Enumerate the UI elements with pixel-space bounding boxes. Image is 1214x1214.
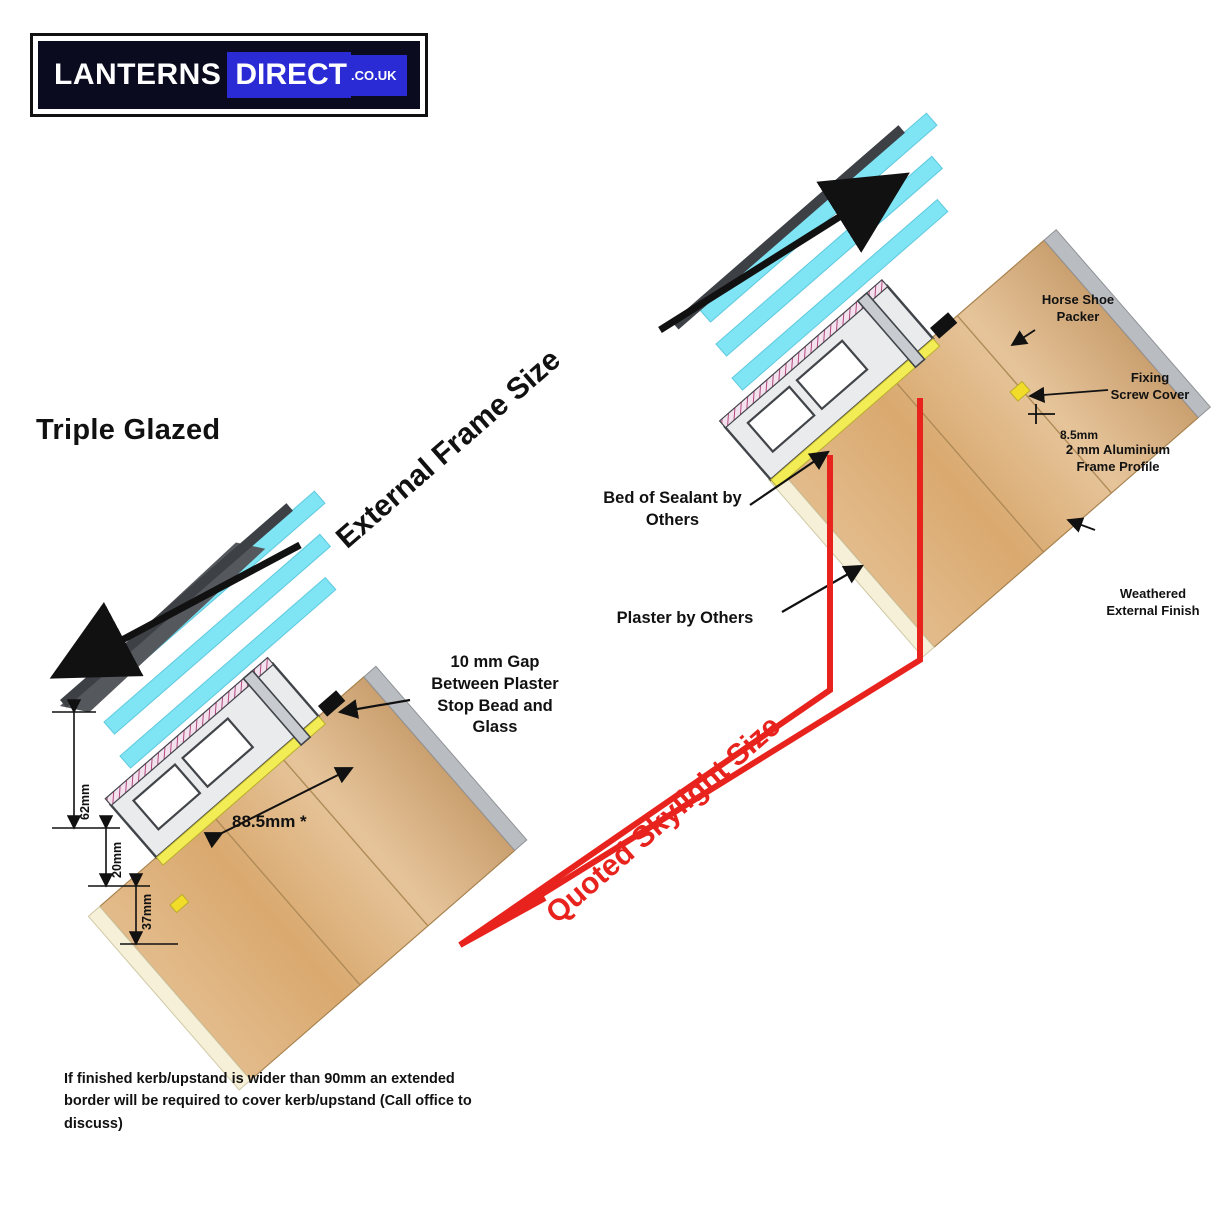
logo-lanterns-text: LANTERNS [54,58,222,91]
footnote-text: If finished kerb/upstand is wider than 90mm an extended border will be required to cover kerb/upstand (Call office to discuss) [64,1071,472,1132]
weathered-external-finish-callout: Weathered External Finish [1106,586,1200,618]
dimension-8-5mm: 8.5mm [1060,428,1099,442]
bed-of-sealant-callout: Bed of Sealant by Others [603,489,742,529]
page-title: Triple Glazed [36,414,221,446]
plaster-leader [782,566,862,612]
dimension-88-5mm: 88.5mm * [232,812,307,831]
quoted-skylight-size-label: Quoted Skylight Size [540,709,787,930]
plaster-by-others-callout: Plaster by Others [616,609,754,627]
dimension-62mm: 62mm [78,783,92,820]
gap-callout: 10 mm Gap Between Plaster Stop Bead and Glass [431,653,559,737]
external-frame-size-label: External Frame Size [330,342,567,555]
horse-shoe-packer-callout: Horse Shoe Packer [1041,292,1115,324]
logo-tld-text: .CO.UK [351,55,407,96]
external-frame-arrow-lower [62,545,300,672]
logo-direct-text: DIRECT [227,52,351,98]
aluminium-frame-profile-callout: 2 mm Aluminium Frame Profile [1065,442,1171,474]
dimension-37mm: 37mm [140,893,154,930]
dimension-20mm: 20mm [110,841,124,878]
fixing-screw-cover-callout: Fixing Screw Cover [1110,370,1190,402]
lower-left-section [52,491,527,1090]
